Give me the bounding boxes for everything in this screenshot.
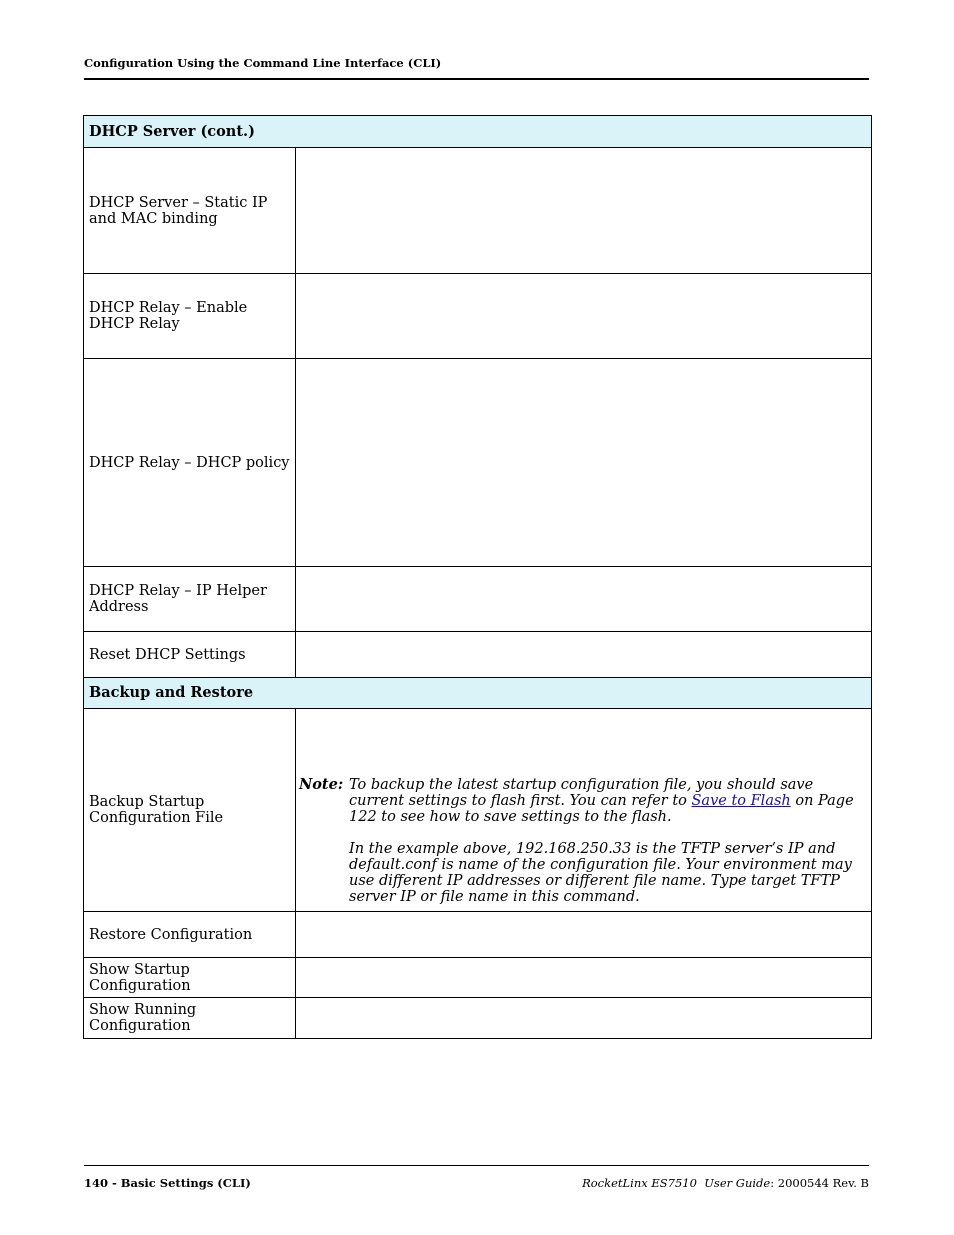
note-text: To backup the latest startup configuration file, you should save current settings to flash first. You can refer to xyxy=(349,777,814,809)
note-label: Note: xyxy=(299,776,344,793)
cli-command-table xyxy=(83,115,872,1039)
footer-page-label: 140 - Basic Settings (CLI) xyxy=(84,1176,251,1190)
row-label-dhcp-relay-enable: DHCP Relay – Enable DHCP Relay xyxy=(84,274,296,359)
note-text: on Page 122 to see how to save settings to the flash. xyxy=(349,793,854,825)
note-body xyxy=(349,777,863,905)
row-content-dhcp-relay-enable xyxy=(296,274,872,359)
row-label-show-startup-config: Show Startup Configuration xyxy=(84,958,296,998)
section-header-backup-restore: Backup and Restore xyxy=(84,678,872,709)
footer-doc-number: : 2000544 Rev. B xyxy=(770,1176,869,1190)
table-row xyxy=(84,567,872,632)
row-content-show-running-config xyxy=(296,998,872,1039)
table-row xyxy=(84,148,872,274)
row-content-show-startup-config xyxy=(296,958,872,998)
row-label-reset-dhcp-settings: Reset DHCP Settings xyxy=(84,632,296,678)
row-label-dhcp-relay-ip-helper: DHCP Relay – IP Helper Address xyxy=(84,567,296,632)
row-content-static-ip-mac-binding xyxy=(296,148,872,274)
row-content-dhcp-relay-policy xyxy=(296,359,872,567)
row-label-show-running-config: Show Running Configuration xyxy=(84,998,296,1039)
note-box xyxy=(299,777,863,905)
save-to-flash-link[interactable]: Save to Flash xyxy=(691,793,791,809)
table-row xyxy=(84,274,872,359)
section-header-dhcp-server: DHCP Server (cont.) xyxy=(84,116,872,148)
row-label-restore-configuration: Restore Configuration xyxy=(84,912,296,958)
note-paragraph xyxy=(349,777,863,825)
row-content-dhcp-relay-ip-helper xyxy=(296,567,872,632)
table-row xyxy=(84,359,872,567)
table-row xyxy=(84,958,872,998)
footer-guide: User Guide xyxy=(704,1176,771,1190)
row-label-dhcp-relay-policy: DHCP Relay – DHCP policy xyxy=(84,359,296,567)
table-row xyxy=(84,709,872,912)
footer-doc-info xyxy=(582,1176,869,1190)
row-content-backup-startup-config xyxy=(296,709,872,912)
row-content-restore-configuration xyxy=(296,912,872,958)
row-label-backup-startup-config: Backup Startup Configuration File xyxy=(84,709,296,912)
note-paragraph: In the example above, 192.168.250.33 is the TFTP server’s IP and default.conf is name of the configuration file. Your environment may use different IP addresses or different file name. Type target TFTP server IP or file name in this command. xyxy=(349,841,852,905)
page-header-title: Configuration Using the Command Line Interface (CLI) xyxy=(84,56,442,70)
footer-product: RocketLinx ES7510 xyxy=(582,1176,697,1190)
table-row xyxy=(84,632,872,678)
table-row xyxy=(84,912,872,958)
row-content-reset-dhcp-settings xyxy=(296,632,872,678)
table-row xyxy=(84,998,872,1039)
row-label-static-ip-mac-binding: DHCP Server – Static IP and MAC binding xyxy=(84,148,296,274)
header-rule xyxy=(84,78,869,80)
footer-rule xyxy=(84,1165,869,1166)
